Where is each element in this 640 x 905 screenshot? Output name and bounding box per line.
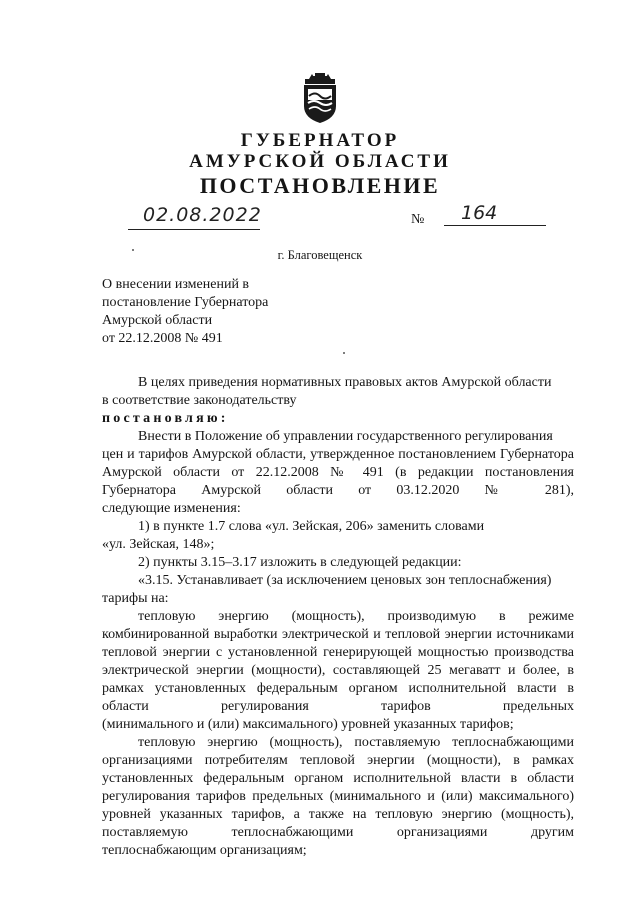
list-item: «ул. Зейская, 148»; — [102, 537, 215, 552]
paragraph: теплоснабжающим организациям; — [102, 843, 307, 858]
number-label: № — [411, 212, 425, 227]
paragraph: Внести в Положение об управлении государственного регулирования — [138, 429, 553, 444]
paragraph: цен и тарифов Амурской области, утвержденное постановлением Губернатора Амурской области от 22.12.2008 № 491 (в редакции постановления Губернатора Амурской области от 03.12.2020 № 281), — [102, 447, 574, 498]
decree-word: постановляю: — [102, 411, 229, 426]
number-underline — [444, 225, 546, 226]
city: г. Благовещенск — [277, 248, 363, 262]
paragraph: в соответствие законодательству — [102, 393, 297, 408]
list-item: 2) пункты 3.15–3.17 изложить в следующей редакции: — [138, 555, 462, 570]
scan-speck — [343, 352, 345, 354]
paragraph: тепловую энергию (мощность), поставляемую теплоснабжающими организациями потребителям тепловой энергии (мощности), в рамках установленных федеральным органом исполнительной власти в области регулирования тарифов предельных (минимального и (или) максимального) уровней указанных тарифов, а также на тепловую энергию (мощность), поставляемую теплоснабжающими организациями другим — [102, 735, 574, 840]
subject-line: от 22.12.2008 № 491 — [102, 331, 223, 346]
header-governor: ГУБЕРНАТОР — [240, 130, 400, 151]
document-number: 164 — [461, 202, 498, 224]
paragraph: В целях приведения нормативных правовых актов Амурской области — [138, 375, 552, 390]
header-region: АМУРСКОЙ ОБЛАСТИ — [189, 151, 451, 172]
document-body — [102, 374, 574, 860]
paragraph: тепловую энергию (мощность), производимую в режиме комбинированной выработки электрической и тепловой энергии источниками тепловой энергии с установленной генерирующей мощностью производства электрической энергии (мощности), составляющей 25 мегаватт и более, в рамках установленных федеральным органом исполнительной власти в области регулирования тарифов предельных — [102, 609, 574, 714]
paragraph: (минимального и (или) максимального) уровней указанных тарифов; — [102, 717, 514, 732]
subject-line: постановление Губернатора — [102, 295, 269, 310]
subject-line: Амурской области — [102, 313, 213, 328]
paragraph: тарифы на: — [102, 591, 169, 606]
paragraph: «3.15. Устанавливает (за исключением ценовых зон теплоснабжения) — [138, 573, 552, 588]
list-item: 1) в пункте 1.7 слова «ул. Зейская, 206» заменить словами — [138, 519, 485, 534]
date-underline — [128, 229, 260, 230]
document-subject — [102, 276, 268, 348]
coat-of-arms-icon — [301, 72, 339, 124]
paragraph: следующие изменения: — [102, 501, 241, 516]
document-type-title: ПОСТАНОВЛЕНИЕ — [199, 173, 441, 198]
document-date: 02.08.2022 — [143, 204, 262, 226]
subject-line: О внесении изменений в — [102, 277, 250, 292]
